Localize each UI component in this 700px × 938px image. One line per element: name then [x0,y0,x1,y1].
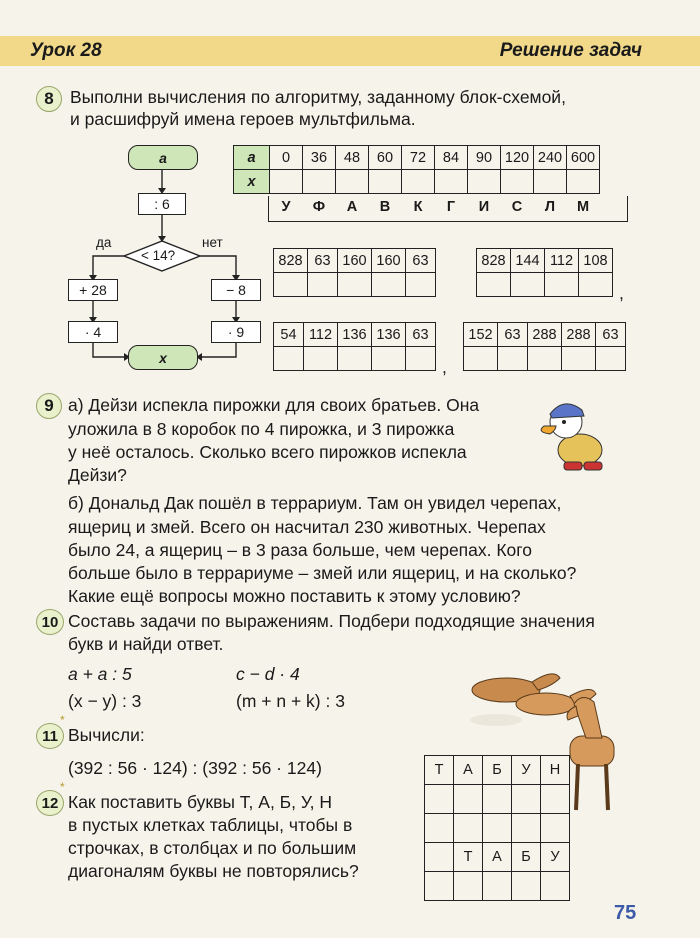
grid-cell[interactable] [483,814,512,843]
code-table-2 [476,248,613,297]
expression-3: (x − y) : 3 [68,691,142,711]
code-cell: 63 [498,323,528,347]
code-cell: 112 [304,323,338,347]
code-cell: 54 [274,323,304,347]
value-cell: 48 [336,146,369,170]
code-cell: 144 [511,249,545,273]
grid-cell[interactable] [541,785,570,814]
task10-line1: Составь задачи по выражениям. Подбери подходящие значения [68,611,595,631]
grid-cell: Н [541,756,570,785]
row-a-label: a [234,146,270,170]
grid-cell[interactable] [454,872,483,901]
answer-cell[interactable] [304,347,338,371]
cipher-letter: С [511,198,523,215]
flow-mul-4: · 4 [68,321,118,343]
code-cell: 63 [596,323,626,347]
code-cell: 160 [338,249,372,273]
duck-illustration [536,392,616,477]
grid-cell: Б [483,756,512,785]
task8-text-line2: и расшифруй имена героев мультфильма. [70,109,416,129]
flow-divide-6: : 6 [138,193,186,215]
task-number-11: 11 [36,723,64,749]
task9a-line3: у неё осталось. Сколько всего пирожков испекла [68,442,467,462]
task12-line1: Как поставить буквы Т, А, Б, У, Н [68,792,333,812]
answer-cell[interactable] [274,347,304,371]
grid-cell: Т [425,756,454,785]
answer-cell[interactable] [528,347,562,371]
grid-cell: У [512,756,541,785]
code-cell: 828 [477,249,511,273]
grid-cell[interactable] [425,843,454,872]
flow-condition: < 14? [141,248,176,263]
expression-4: (m + n + k) : 3 [236,691,345,711]
task-number-9: 9 [36,393,62,419]
answer-cell[interactable] [477,273,511,297]
cipher-letter: А [346,198,358,215]
code-cell: 63 [406,323,436,347]
flow-add-28: + 28 [68,279,118,301]
code-cell: 160 [372,249,406,273]
task9a-line4: Дейзи? [68,465,127,485]
answer-cell[interactable] [501,170,534,194]
answer-cell[interactable] [372,273,406,297]
grid-cell[interactable] [425,785,454,814]
answer-cell[interactable] [562,347,596,371]
cipher-letter: Л [544,198,556,215]
latin-square-grid [424,755,570,901]
answer-cell[interactable] [534,170,567,194]
answer-cell[interactable] [308,273,338,297]
grid-cell[interactable] [512,814,541,843]
code-cell: 152 [464,323,498,347]
answer-cell[interactable] [435,170,468,194]
value-cell: 36 [303,146,336,170]
grid-cell[interactable] [483,785,512,814]
grid-cell[interactable] [483,872,512,901]
task12-line3: строчках, в столбцах и по большим [68,838,357,858]
task12-line4: диагоналям буквы не повторялись? [68,861,359,881]
letters-frame [268,196,628,222]
cipher-letter: У [281,198,291,215]
task9b-line3: было 24, а ящериц – в 3 раза больше, чем черепах. Кого [68,540,533,560]
task-number-12: 12 [36,790,64,816]
value-cell: 240 [534,146,567,170]
answer-cell[interactable] [338,347,372,371]
code-cell: 828 [274,249,308,273]
answer-cell[interactable] [511,273,545,297]
task12-line2: в пустых клетках таблицы, чтобы в [68,815,353,835]
expression-1: a + a : 5 [68,664,132,684]
answer-cell[interactable] [402,170,435,194]
code-cell: 288 [528,323,562,347]
grid-cell: У [541,843,570,872]
grid-cell: Б [512,843,541,872]
value-cell: 0 [270,146,303,170]
flow-yes-label: да [96,235,112,250]
value-cell: 60 [369,146,402,170]
task9b-line5: Какие ещё вопросы можно поставить к этому условию? [68,586,521,606]
answer-cell[interactable] [369,170,402,194]
value-cell: 120 [501,146,534,170]
task10-line2: букв и найди ответ. [68,634,224,654]
answer-cell[interactable] [274,273,308,297]
answer-cell[interactable] [406,347,436,371]
answer-cell[interactable] [372,347,406,371]
value-cell: 600 [567,146,600,170]
code-table-3 [273,322,436,371]
grid-cell[interactable] [541,872,570,901]
grid-cell: А [454,756,483,785]
code-table-1 [273,248,436,297]
flow-mul-9: · 9 [211,321,261,343]
answer-cell[interactable] [303,170,336,194]
task-number-8: 8 [36,86,62,112]
answer-cell[interactable] [579,273,613,297]
flow-end-x: x [128,345,198,370]
answer-cell[interactable] [336,170,369,194]
answer-cell[interactable] [464,347,498,371]
code-table-4 [463,322,626,371]
flow-no-label: нет [202,235,223,250]
grid-cell[interactable] [512,872,541,901]
cipher-letter: В [379,198,391,215]
expression-2: c − d · 4 [236,664,300,684]
grid-cell[interactable] [512,785,541,814]
answer-cell[interactable] [498,347,528,371]
cipher-letter: И [478,198,490,215]
answer-cell[interactable] [596,347,626,371]
code-cell: 136 [338,323,372,347]
answer-cell[interactable] [270,170,303,194]
code-cell: 63 [406,249,436,273]
task11-expression: (392 : 56 · 124) : (392 : 56 · 124) [68,758,322,778]
answer-cell[interactable] [406,273,436,297]
difficulty-star: * [60,713,65,727]
answer-cell[interactable] [338,273,372,297]
code-cell: 288 [562,323,596,347]
grid-cell[interactable] [541,814,570,843]
grid-cell: Т [454,843,483,872]
task9b-line1: б) Дональд Дак пошёл в террариум. Там он увидел черепах, [68,493,562,513]
code-cell: 136 [372,323,406,347]
task9a-line2: уложила в 8 коробок по 4 пирожка, и 3 пирожка [68,419,455,439]
task-number-10: 10 [36,609,64,635]
grid-cell[interactable] [425,872,454,901]
task8-text-line1: Выполни вычисления по алгоритму, заданному блок-схемой, [70,87,566,107]
cipher-letter: К [413,198,423,215]
cipher-letter: Г [446,198,456,215]
answer-cell[interactable] [468,170,501,194]
value-cell: 90 [468,146,501,170]
lesson-title: Урок 28 [30,40,102,61]
comma: , [619,283,624,303]
task9b-line2: ящериц и змей. Всего он насчитал 230 животных. Черепах [68,517,546,537]
grid-cell: А [483,843,512,872]
cipher-letter: Ф [312,198,326,215]
task11-label: Вычисли: [68,725,145,745]
section-title: Решение задач [499,40,642,61]
grid-cell[interactable] [454,785,483,814]
value-cell: 84 [435,146,468,170]
cipher-letter: М [576,198,590,215]
code-cell: 108 [579,249,613,273]
difficulty-star: * [60,780,65,794]
answer-cell[interactable] [567,170,600,194]
grid-cell[interactable] [454,814,483,843]
code-cell: 63 [308,249,338,273]
task9b-line4: больше было в террариуме – змей или ящериц, и на сколько? [68,563,577,583]
page-number: 75 [614,902,637,924]
grid-cell[interactable] [425,814,454,843]
row-x-label: x [234,170,270,194]
task9a-line1: а) Дейзи испекла пирожки для своих братьев. Она [68,395,480,415]
code-cell: 112 [545,249,579,273]
comma: , [442,357,447,377]
flow-sub-8: − 8 [211,279,261,301]
flow-start-a: a [128,145,198,170]
value-cell: 72 [402,146,435,170]
answer-cell[interactable] [545,273,579,297]
